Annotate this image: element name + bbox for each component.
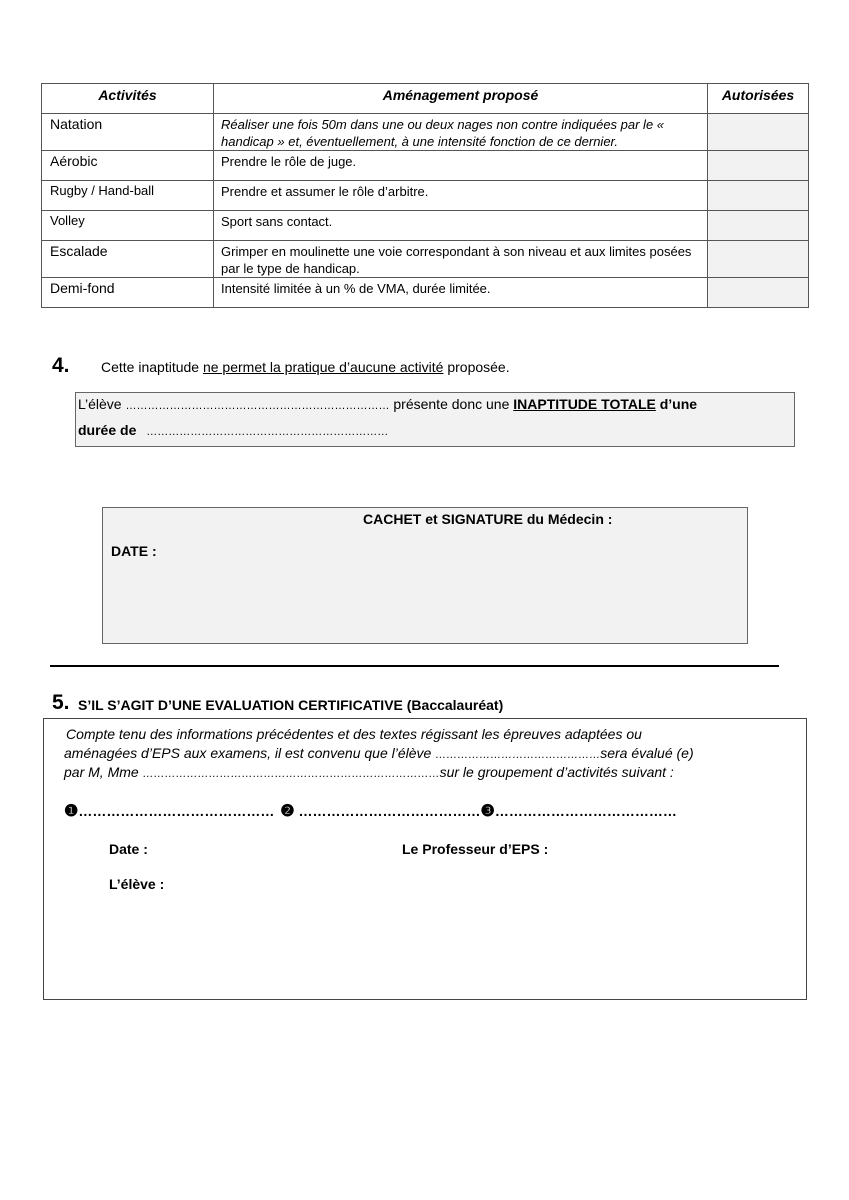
table-row	[42, 151, 809, 181]
evaluation-line-3-text: par M, Mme	[64, 764, 143, 780]
evaluation-line-2-end: sera évalué (e)	[600, 745, 694, 761]
section-4-text-underlined: ne permet la pratique d’aucune activité	[202, 359, 444, 375]
section-5-number: 5.	[52, 691, 70, 714]
number-1-icon: ❶	[64, 803, 79, 820]
eleve-name-field[interactable]: ………………………………………………………………	[125, 400, 390, 412]
evaluation-box	[43, 718, 807, 1000]
section-4-number: 4.	[52, 354, 70, 377]
activity-group-2-field[interactable]: …………………………………	[298, 803, 481, 819]
table-row	[42, 241, 809, 278]
autorisee-checkbox-cell[interactable]	[708, 151, 809, 181]
header-activites: Activités	[42, 84, 214, 114]
activity-cell: Escalade	[42, 241, 214, 278]
activity-cell: Demi-fond	[42, 278, 214, 308]
evaluation-line-3	[64, 764, 674, 780]
amenagement-cell: Prendre et assumer le rôle d’arbitre.	[214, 181, 708, 211]
dune-text: d’une	[659, 396, 698, 412]
activity-group-3-field[interactable]: …………………………………	[494, 803, 677, 819]
header-amenagement: Aménagement proposé	[214, 84, 708, 114]
section-4-text-before: Cette inaptitude	[101, 359, 203, 375]
cachet-signature-box[interactable]	[102, 507, 748, 644]
table-row	[42, 211, 809, 241]
amenagement-cell: Intensité limitée à un % de VMA, durée limitée.	[214, 278, 708, 308]
cachet-title: CACHET et SIGNATURE du Médecin :	[363, 511, 613, 527]
evaluation-line-3-end: sur le groupement d’activités suivant :	[439, 764, 674, 780]
evaluation-line-2	[64, 745, 694, 761]
presente-text: présente donc une	[393, 396, 510, 412]
activity-group-1-field[interactable]: ……………………………………	[78, 803, 275, 819]
duree-field[interactable]: …………………………………………………………	[146, 426, 389, 438]
amenagement-cell: Grimper en moulinette une voie correspondant à son niveau et aux limites posées par le type de handicap.	[214, 241, 708, 278]
activity-cell: Volley	[42, 211, 214, 241]
number-3-icon: ❸	[480, 803, 495, 820]
inaptitude-line-1	[78, 396, 697, 412]
table-row	[42, 278, 809, 308]
evaluation-line-2-text: aménagées d’EPS aux examens, il est convenu que l’élève	[64, 745, 436, 761]
autorisee-checkbox-cell[interactable]	[708, 241, 809, 278]
amenagement-cell: Sport sans contact.	[214, 211, 708, 241]
autorisee-checkbox-cell[interactable]	[708, 114, 809, 151]
number-2-icon: ❷	[280, 803, 295, 820]
evaluator-name-field[interactable]: ………………………………………………………………………	[142, 768, 440, 780]
inaptitude-totale-text: INAPTITUDE TOTALE	[513, 396, 656, 412]
table-header-row	[42, 84, 809, 114]
evaluation-eleve-label: L’élève :	[109, 876, 165, 892]
evaluation-line-1: Compte tenu des informations précédentes et des textes régissant les épreuves adaptées ou	[66, 726, 642, 742]
table-row	[42, 114, 809, 151]
activity-cell: Natation	[42, 114, 214, 151]
autorisee-checkbox-cell[interactable]	[708, 181, 809, 211]
eleve-label: L’élève	[78, 396, 122, 412]
inaptitude-box	[75, 392, 795, 447]
table-row	[42, 181, 809, 211]
inaptitude-line-2	[78, 422, 388, 438]
section-5-title: S’IL S’AGIT D’UNE EVALUATION CERTIFICATIVE (Baccalauréat)	[78, 697, 504, 713]
amenagement-cell: Prendre le rôle de juge.	[214, 151, 708, 181]
activity-group-line	[64, 801, 677, 821]
duree-label: durée de	[78, 422, 137, 438]
professeur-eps-label: Le Professeur d’EPS :	[402, 841, 549, 857]
activities-table	[41, 83, 809, 308]
section-4-text-after: proposée.	[443, 359, 510, 375]
activity-cell: Rugby / Hand-ball	[42, 181, 214, 211]
amenagement-cell: Réaliser une fois 50m dans une ou deux nages non contre indiquées par le « handicap » et, éventuellement, à une intensité fonction de ce dernier.	[214, 114, 708, 151]
separator-line	[50, 665, 779, 667]
evaluation-date-label: Date :	[109, 841, 148, 857]
section-4-statement	[101, 359, 510, 375]
cachet-date-label: DATE :	[111, 543, 157, 559]
autorisee-checkbox-cell[interactable]	[708, 278, 809, 308]
activity-cell: Aérobic	[42, 151, 214, 181]
evaluated-student-field[interactable]: ………………………………………	[435, 749, 601, 761]
autorisee-checkbox-cell[interactable]	[708, 211, 809, 241]
header-autorisees: Autorisées	[708, 84, 809, 114]
